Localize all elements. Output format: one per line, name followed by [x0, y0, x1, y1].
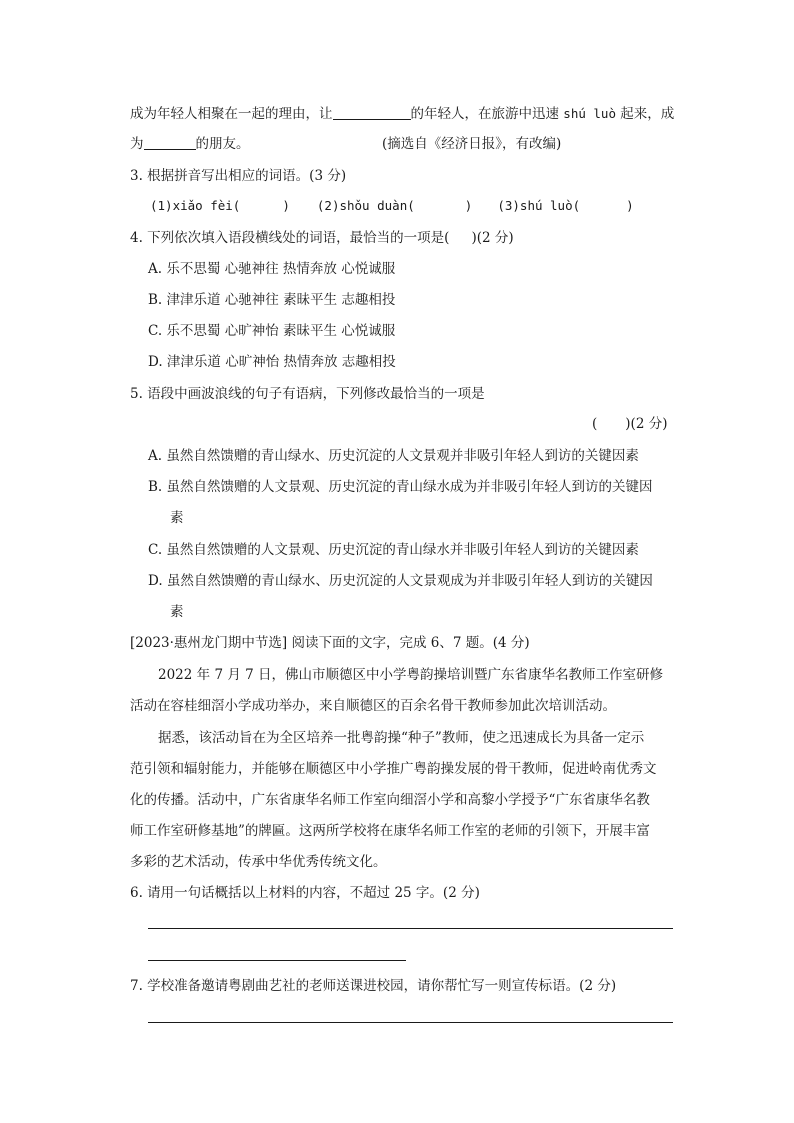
passage-text: 的朋友。	[195, 136, 250, 152]
question-3-items	[150, 196, 634, 216]
q6-answer-line-1[interactable]	[148, 928, 673, 929]
reading-p2-line4: 师工作室研修基地”的牌匾。这两所学校将在康华名师工作室的老师的引领下，开展丰富	[130, 823, 650, 839]
paren-close: )	[626, 198, 634, 213]
q4-option-c: C. 乐不思蜀 心旷神怡 素昧平生 心悦诚服	[148, 323, 396, 339]
passage-line-2	[130, 134, 250, 154]
passage-text: 为	[130, 136, 144, 152]
question-7-stem: 7. 学校准备邀请粤剧曲艺社的老师送课进校园，请你帮忙写一则宣传标语。(2 分)	[130, 978, 617, 994]
question-4-stem	[130, 228, 514, 248]
reading-p1-line2: 活动在容桂细滘小学成功举办，来自顺德区的百余名骨干教师参加此次培训活动。	[130, 698, 616, 714]
paren-open: (	[592, 416, 598, 432]
q5-option-b-cont: 素	[170, 510, 184, 526]
question-text: 4. 下列依次填入语段横线处的词语，最恰当的一项是(	[130, 230, 450, 246]
q5-option-a: A. 虽然自然馈赠的青山绿水、历史沉淀的人文景观并非吸引年轻人到访的关键因素	[148, 448, 639, 464]
pinyin-item-1: (1)xiǎo fèi(	[150, 198, 241, 213]
question-score: )(2 分)	[625, 416, 668, 432]
passage-line-1	[130, 104, 674, 124]
reading-p1-line1: 2022 年 7 月 7 日，佛山市顺德区中小学粤韵操培训暨广东省康华名教师工作室研修	[158, 667, 663, 683]
pinyin-text: shú luò	[563, 106, 616, 121]
q4-option-d: D. 津津乐道 心旷神怡 热情奔放 志趣相投	[148, 354, 396, 370]
q5-option-c: C. 虽然自然馈赠的人文景观、历史沉淀的青山绿水并非吸引年轻人到访的关键因素	[148, 542, 639, 558]
paren-close: )	[282, 198, 290, 213]
q6-answer-line-2[interactable]	[148, 960, 406, 961]
q4-option-a: A. 乐不思蜀 心驰神往 热情奔放 心悦诚服	[148, 261, 396, 277]
reading-p2-line1: 据悉，该活动旨在为全区培养一批粤韵操“种子”教师，使之迅速成长为具备一定示	[158, 730, 645, 746]
question-5-score	[592, 414, 667, 434]
q5-option-b: B. 虽然自然馈赠的人文景观、历史沉淀的青山绿水成为并非吸引年轻人到访的关键因	[148, 479, 653, 495]
passage-source: (摘选自《经济日报》，有改编)	[382, 136, 562, 152]
pinyin-item-3: (3)shú luò(	[497, 198, 581, 213]
reading-p2-line5: 多彩的艺术活动，传承中华优秀传统文化。	[130, 854, 387, 870]
passage-text: 起来，成	[615, 106, 675, 122]
q5-option-d: D. 虽然自然馈赠的青山绿水、历史沉淀的人文景观成为并非吸引年轻人到访的关键因	[148, 573, 653, 589]
passage-text: 成为年轻人相聚在一起的理由，让	[130, 106, 333, 122]
question-5-stem: 5. 语段中画波浪线的句子有语病，下列修改最恰当的一项是	[130, 386, 485, 402]
q7-answer-line[interactable]	[148, 1022, 673, 1023]
reading-header: [2023·惠州龙门期中节选] 阅读下面的文字，完成 6、7 题。(4 分)	[130, 635, 530, 651]
question-score: )(2 分)	[471, 230, 514, 246]
fill-blank-2[interactable]	[144, 135, 196, 150]
q4-option-b: B. 津津乐道 心驰神往 素昧平生 志趣相投	[148, 292, 396, 308]
fill-blank-1[interactable]	[333, 105, 411, 120]
pinyin-item-2: (2)shǒu duàn(	[316, 198, 415, 213]
question-6-stem: 6. 请用一句话概括以上材料的内容，不超过 25 字。(2 分)	[130, 885, 480, 901]
paren-close: )	[464, 198, 473, 213]
question-3-stem: 3. 根据拼音写出相应的词语。(3 分)	[130, 168, 347, 184]
reading-p2-line2: 范引领和辐射能力，并能够在顺德区中小学推广粤韵操发展的骨干教师，促进岭南优秀文	[130, 761, 657, 777]
passage-text: 的年轻人，在旅游中迅速	[410, 106, 564, 122]
q5-option-d-cont: 素	[170, 604, 184, 620]
reading-p2-line3: 化的传播。活动中，广东省康华名师工作室向细滘小学和高黎小学授予“广东省康华名教	[130, 792, 650, 808]
